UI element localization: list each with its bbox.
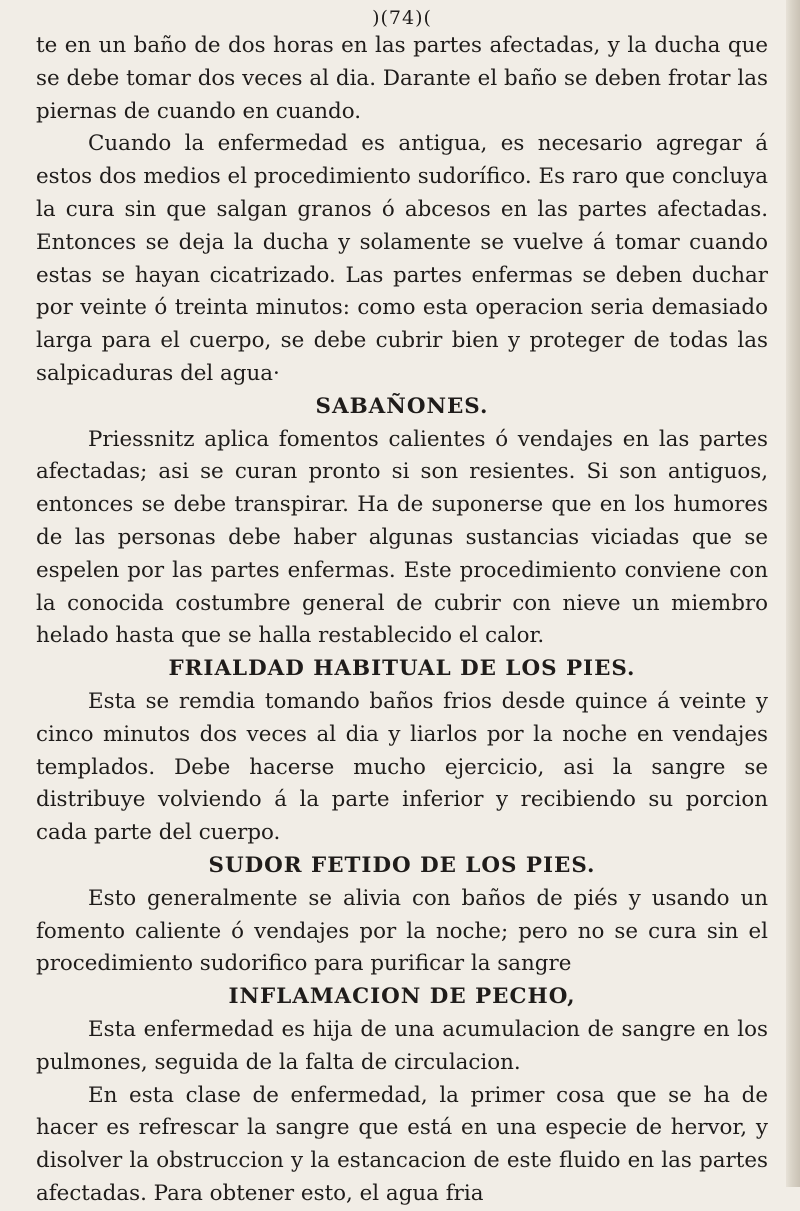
heading-frialdad-pies: FRIALDAD HABITUAL DE LOS PIES. — [168, 656, 636, 682]
heading-sabanones: SABAÑONES. — [315, 393, 489, 419]
page-edge — [786, 0, 800, 1187]
page-number: )(74)( — [372, 7, 432, 29]
heading-inflamacion-pecho: INFLAMACION DE PECHO, — [228, 984, 576, 1010]
heading-sudor-fetido: SUDOR FETIDO DE LOS PIES. — [208, 852, 596, 878]
paragraph-frialdad-pies: Esta se remdia tomando baños frios desde quince á veinte y cinco minutos dos veces al dia y liarlos por la noche en vendajes templados. Debe hacerse mucho ejercicio, asi la sangre se distribuye volviendo á la parte inferior y recibiendo su porcion cada parte del cuerpo. — [36, 688, 768, 846]
paragraph-chronic-disease: Cuando la enfermedad es antigua, es necesario agregar á estos dos medios el procedimiento sudorífico. Es raro que concluya la cura sin que salgan granos ó abcesos en las partes afectadas. Entonces se deja la ducha y solamente se vuelve á tomar cuando estas se hayan cicatrizado. Las partes enfermas se deben duchar por veinte ó treinta minutos: como esta operacion seria demasiado larga para el cuerpo, se debe cubrir bien y proteger de todas las salpicaduras del agua· — [36, 131, 768, 386]
paragraph-bath-continuation: te en un baño de dos horas en las partes afectadas, y la ducha que se debe tomar dos veces al dia. Darante el baño se deben frotar las piernas de cuando en cuando. — [36, 33, 768, 124]
paragraph-inflamacion-treatment: En esta clase de enfermedad, la primer cosa que se ha de hacer es refrescar la sangre que está en una especie de hervor, y disolver la obstruccion y la estancacion de este fluido en las partes afectadas. Para obtener esto, el agua fria — [36, 1082, 768, 1206]
paragraph-sabanones: Priessnitz aplica fomentos calientes ó vendajes en las partes afectadas; asi se curan pronto si son resientes. Si son antiguos, entonces se debe transpirar. Ha de suponerse que en los humores de las personas debe haber algunas sustancias viciadas que se espelen por las partes enfermas. Este procedimiento conviene con la conocida costumbre general de cubrir con nieve un miembro helado hasta que se halla restablecido el calor. — [36, 426, 768, 649]
paragraph-sudor-fetido: Esto generalmente se alivia con baños de piés y usando un fomento caliente ó vendajes por la noche; pero no se cura sin el procedimiento sudorifico para purificar la sangre — [36, 885, 768, 977]
page-text — [36, 0, 768, 1211]
paragraph-inflamacion-cause: Esta enfermedad es hija de una acumulacion de sangre en los pulmones, seguida de la falta de circulacion. — [36, 1016, 768, 1075]
